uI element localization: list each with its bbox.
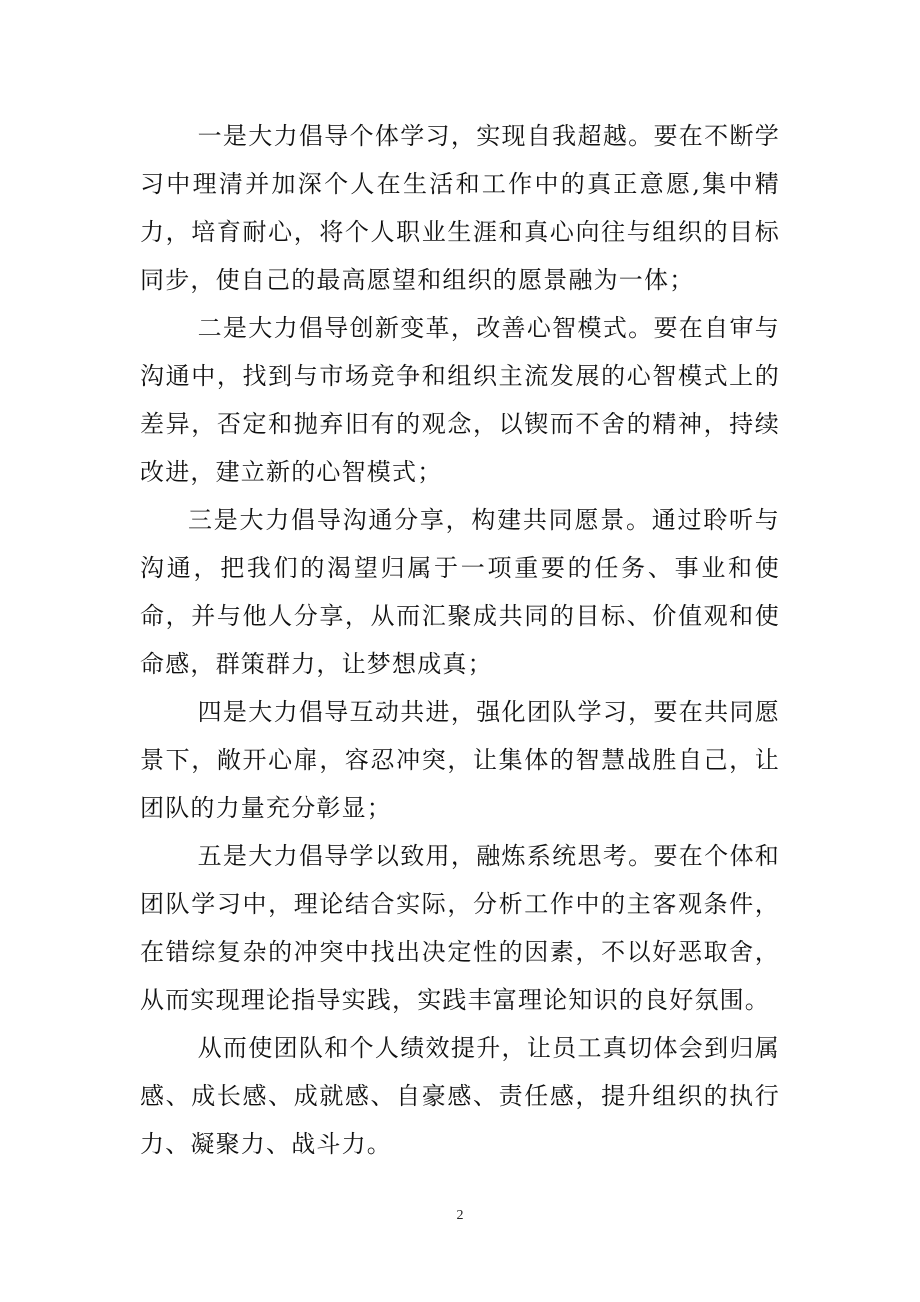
paragraph-conclusion: 从而使团队和个人绩效提升，让员工真切体会到归属感、成长感、成就感、自豪感、责任感，提升组织的执行力、凝聚力、战斗力。	[140, 1034, 780, 1158]
paragraph-individual-learning: 一是大力倡导个体学习，实现自我超越。要在不断学习中理清并加深个人在生活和工作中的真正意愿,集中精力，培育耐心，将个人职业生涯和真心向往与组织的目标同步，使自己的最高愿望和组织的愿景融为一体；	[140, 122, 780, 294]
document-body	[140, 112, 780, 1168]
page-number: 2	[456, 1208, 464, 1223]
paragraph-systems-thinking: 五是大力倡导学以致用，融炼系统思考。要在个体和团队学习中，理论结合实际，分析工作中的主客观条件，在错综复杂的冲突中找出决定性的因素，不以好恶取舍，从而实现理论指导实践，实践丰富理论知识的良好氛围。	[140, 842, 780, 1014]
paragraph-communication-sharing: 三是大力倡导沟通分享，构建共同愿景。通过聆听与沟通，把我们的渴望归属于一项重要的任务、事业和使命，并与他人分享，从而汇聚成共同的目标、价值观和使命感，群策群力，让梦想成真；	[140, 506, 780, 678]
paragraph-innovation-change: 二是大力倡导创新变革，改善心智模式。要在自审与沟通中，找到与市场竞争和组织主流发展的心智模式上的差异，否定和抛弃旧有的观念，以锲而不舍的精神，持续改进，建立新的心智模式；	[140, 314, 780, 486]
paragraph-team-learning: 四是大力倡导互动共进，强化团队学习，要在共同愿景下，敞开心扉，容忍冲突，让集体的智慧战胜自己，让团队的力量充分彰显；	[140, 698, 780, 822]
